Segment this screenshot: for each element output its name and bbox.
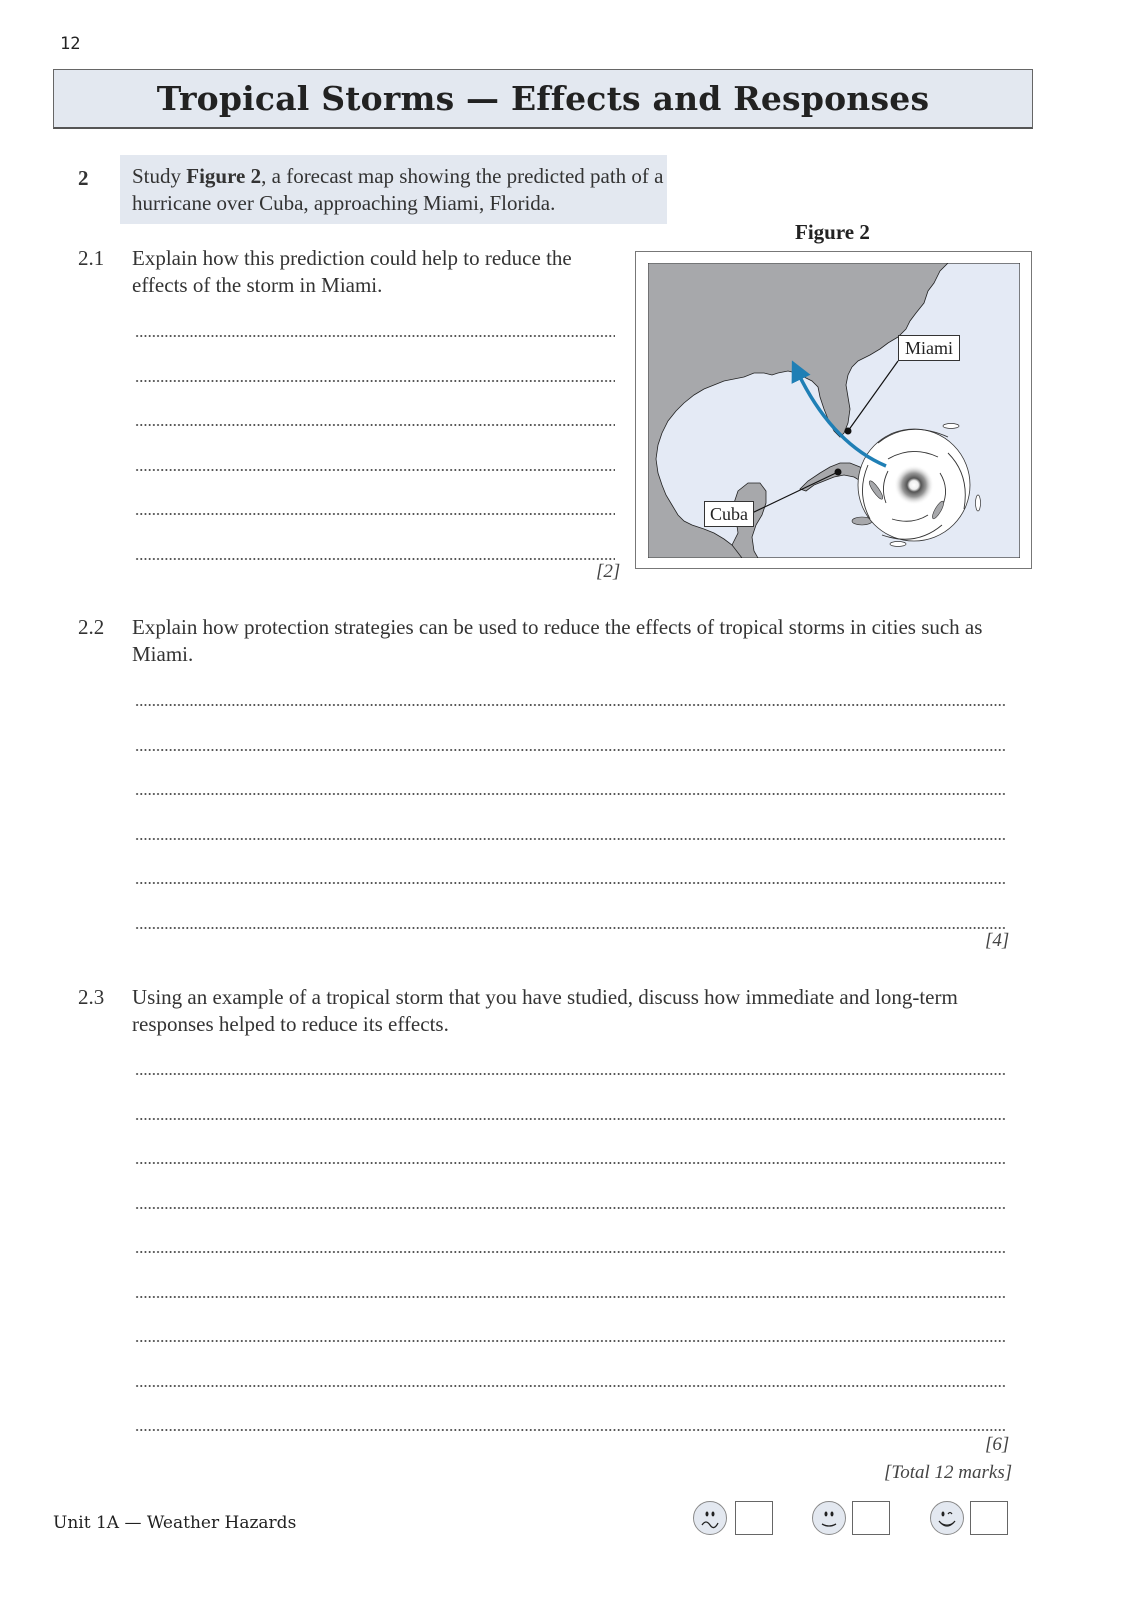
answer-line[interactable] [135, 927, 1005, 929]
answer-line[interactable] [135, 1296, 1005, 1298]
part-2-1-text: Explain how this prediction could help to reduce the effects of the storm in Miami. [132, 246, 572, 297]
intro-figure-ref: Figure 2 [186, 164, 262, 188]
cuba-marker [835, 469, 842, 476]
part-2-3-marks: [6] [985, 1434, 1010, 1455]
answer-line[interactable] [135, 380, 615, 382]
answer-line[interactable] [135, 1251, 1005, 1253]
part-2-3-number: 2.3 [78, 985, 105, 1009]
page-number: 12 [60, 34, 81, 54]
sad-face-icon [693, 1501, 727, 1535]
answer-line[interactable] [135, 1073, 1005, 1075]
answer-line[interactable] [135, 793, 1005, 795]
answer-line[interactable] [135, 1207, 1005, 1209]
part-2-3-text: Using an example of a tropical storm that you have studied, discuss how immediate and long-term responses helped to reduce its effects. [132, 985, 958, 1036]
figure-title: Figure 2 [795, 220, 870, 244]
map-label-cuba: Cuba [704, 501, 754, 527]
part-2-2-marks: [4] [985, 930, 1010, 951]
answer-line[interactable] [135, 749, 1005, 751]
answer-line[interactable] [135, 513, 615, 515]
question-number: 2 [78, 166, 89, 190]
total-marks: [Total 12 marks] [884, 1462, 1013, 1483]
sad-checkbox[interactable] [735, 1501, 773, 1535]
answer-line[interactable] [135, 1118, 1005, 1120]
happy-checkbox[interactable] [970, 1501, 1008, 1535]
answer-line[interactable] [135, 704, 1005, 706]
miami-marker [845, 428, 852, 435]
part-2-2-text: Explain how protection strategies can be used to reduce the effects of tropical storms in cities such as Miami. [132, 615, 983, 666]
answer-line[interactable] [135, 558, 615, 560]
neutral-face-icon [812, 1501, 846, 1535]
map-label-miami: Miami [898, 335, 960, 361]
answer-line[interactable] [135, 1429, 1005, 1431]
intro-prefix: Study [132, 164, 187, 188]
intro-suffix: , a forecast map showing the predicted path of a hurricane over Cuba, approaching Miami, Florida. [132, 164, 664, 215]
question-intro [120, 155, 667, 224]
page-title: Tropical Storms — Effects and Responses [156, 79, 930, 118]
part-2-1-number: 2.1 [78, 246, 105, 270]
answer-line[interactable] [135, 838, 1005, 840]
answer-line[interactable] [135, 335, 615, 337]
answer-line[interactable] [135, 469, 615, 471]
page-title-banner [53, 69, 1033, 129]
footer-unit-title: Unit 1A — Weather Hazards [53, 1513, 297, 1533]
answer-line[interactable] [135, 1385, 1005, 1387]
answer-line[interactable] [135, 424, 615, 426]
happy-face-icon [930, 1501, 964, 1535]
part-2-2-number: 2.2 [78, 615, 105, 639]
answer-line[interactable] [135, 882, 1005, 884]
answer-line[interactable] [135, 1340, 1005, 1342]
part-2-1-marks: [2] [596, 561, 621, 582]
answer-line[interactable] [135, 1162, 1005, 1164]
neutral-checkbox[interactable] [852, 1501, 890, 1535]
